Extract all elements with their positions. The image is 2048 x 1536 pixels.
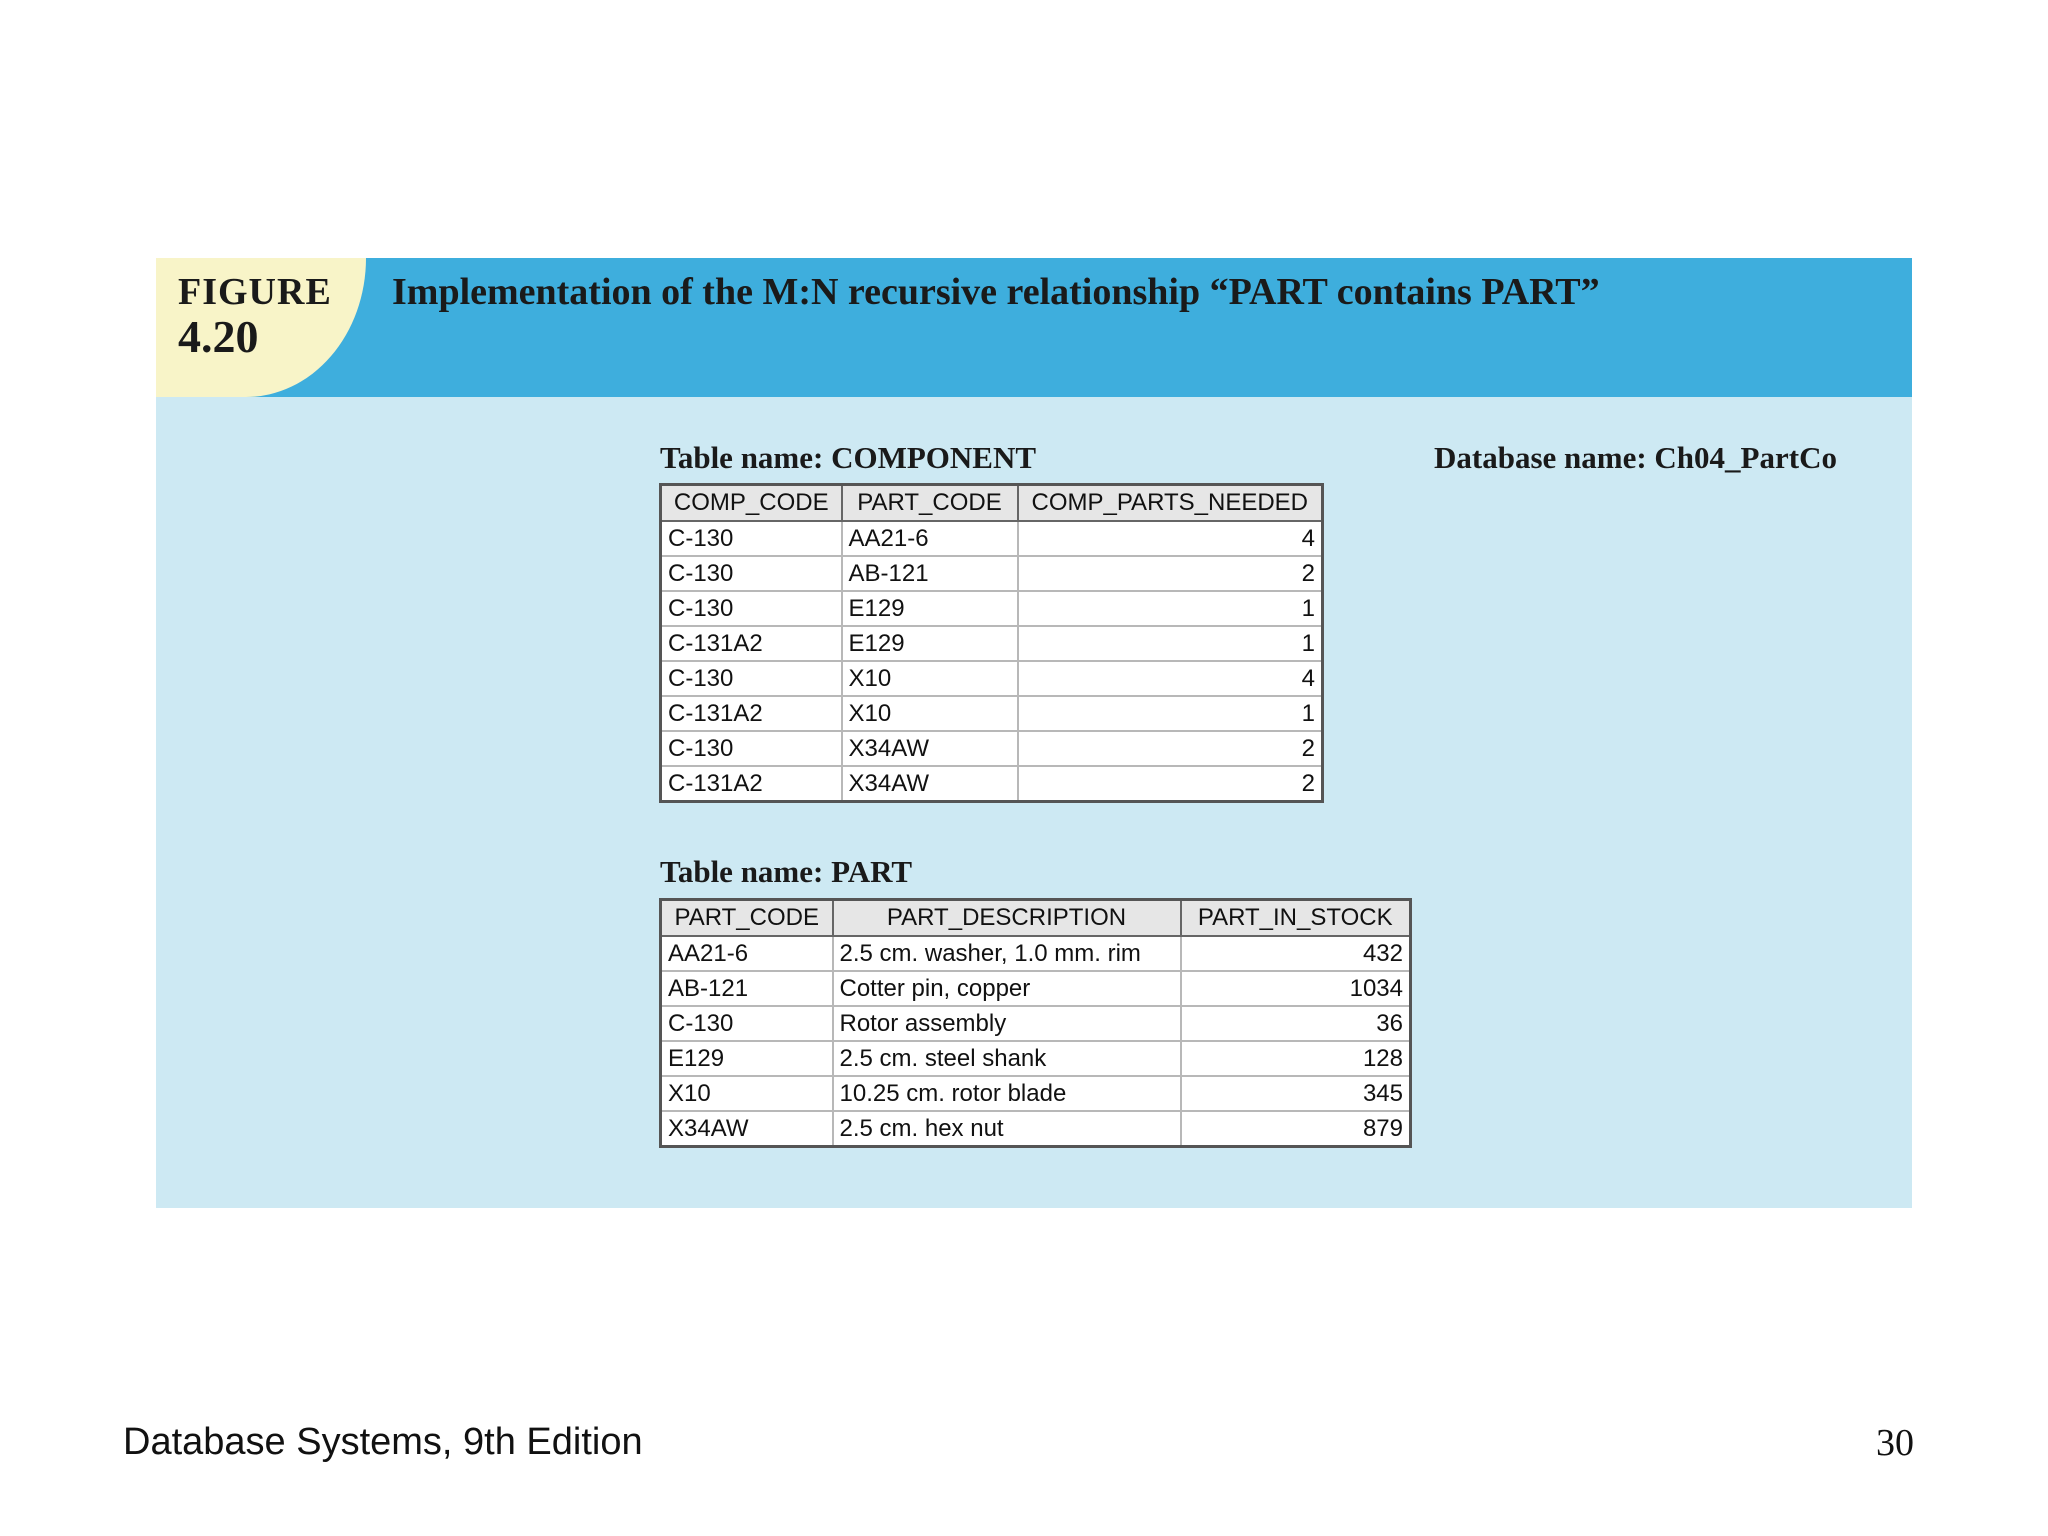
comp-code-cell: C-130 <box>661 556 842 591</box>
parts-needed-cell: 1 <box>1018 591 1323 626</box>
part-code-cell: X10 <box>661 1076 833 1111</box>
part-in-stock-cell: 345 <box>1181 1076 1411 1111</box>
part-in-stock-cell: 432 <box>1181 936 1411 971</box>
parts-needed-cell: 2 <box>1018 766 1323 802</box>
part-description-cell: 2.5 cm. hex nut <box>833 1111 1181 1147</box>
table-row <box>661 971 1411 1006</box>
footer-book-title: Database Systems, 9th Edition <box>123 1421 643 1463</box>
component-header-row <box>661 485 1323 522</box>
column-header: PART_IN_STOCK <box>1181 900 1411 937</box>
table-row <box>661 626 1323 661</box>
comp-code-cell: C-130 <box>661 661 842 696</box>
page-number: 30 <box>1876 1422 1914 1464</box>
parts-needed-cell: 4 <box>1018 661 1323 696</box>
figure-panel <box>156 258 1912 1208</box>
comp-code-cell: C-131A2 <box>661 696 842 731</box>
parts-needed-cell: 1 <box>1018 696 1323 731</box>
parts-needed-cell: 2 <box>1018 731 1323 766</box>
part-description-cell: Cotter pin, copper <box>833 971 1181 1006</box>
table-row <box>661 591 1323 626</box>
part-description-cell: 2.5 cm. steel shank <box>833 1041 1181 1076</box>
part-description-cell: Rotor assembly <box>833 1006 1181 1041</box>
figure-badge <box>156 258 366 397</box>
table-row <box>661 731 1323 766</box>
column-header: PART_CODE <box>661 900 833 937</box>
comp-code-cell: C-130 <box>661 731 842 766</box>
table-row <box>661 556 1323 591</box>
comp-code-cell: C-131A2 <box>661 626 842 661</box>
part-code-cell: E129 <box>842 626 1018 661</box>
part-in-stock-cell: 128 <box>1181 1041 1411 1076</box>
parts-needed-cell: 1 <box>1018 626 1323 661</box>
part-code-cell: C-130 <box>661 1006 833 1041</box>
parts-needed-cell: 4 <box>1018 521 1323 556</box>
table-row <box>661 696 1323 731</box>
part-description-cell: 10.25 cm. rotor blade <box>833 1076 1181 1111</box>
part-code-cell: X10 <box>842 661 1018 696</box>
table-row <box>661 661 1323 696</box>
part-code-cell: E129 <box>842 591 1018 626</box>
column-header: PART_DESCRIPTION <box>833 900 1181 937</box>
comp-code-cell: C-130 <box>661 591 842 626</box>
table-row <box>661 766 1323 802</box>
part-code-cell: AB-121 <box>661 971 833 1006</box>
part-code-cell: X34AW <box>661 1111 833 1147</box>
part-code-cell: AB-121 <box>842 556 1018 591</box>
figure-header <box>156 258 1912 397</box>
part-code-cell: X34AW <box>842 731 1018 766</box>
part-code-cell: AA21-6 <box>661 936 833 971</box>
table-row <box>661 1006 1411 1041</box>
column-header: COMP_CODE <box>661 485 842 522</box>
figure-label: FIGURE <box>178 271 332 313</box>
database-name: Database name: Ch04_PartCo <box>1434 440 1837 475</box>
figure-number: 4.20 <box>178 311 259 362</box>
comp-code-cell: C-130 <box>661 521 842 556</box>
part-in-stock-cell: 1034 <box>1181 971 1411 1006</box>
parts-needed-cell: 2 <box>1018 556 1323 591</box>
table-row <box>661 1041 1411 1076</box>
table-row <box>661 521 1323 556</box>
part-description-cell: 2.5 cm. washer, 1.0 mm. rim <box>833 936 1181 971</box>
part-code-cell: E129 <box>661 1041 833 1076</box>
part-in-stock-cell: 36 <box>1181 1006 1411 1041</box>
part-code-cell: X34AW <box>842 766 1018 802</box>
component-table <box>659 483 1324 803</box>
column-header: COMP_PARTS_NEEDED <box>1018 485 1323 522</box>
part-code-cell: X10 <box>842 696 1018 731</box>
part-table-name: Table name: PART <box>660 854 913 889</box>
table-row <box>661 936 1411 971</box>
table-row <box>661 1111 1411 1147</box>
part-header-row <box>661 900 1411 937</box>
part-in-stock-cell: 879 <box>1181 1111 1411 1147</box>
part-code-cell: AA21-6 <box>842 521 1018 556</box>
part-table <box>659 898 1412 1148</box>
component-table-name: Table name: COMPONENT <box>660 440 1037 475</box>
comp-code-cell: C-131A2 <box>661 766 842 802</box>
table-row <box>661 1076 1411 1111</box>
figure-title: Implementation of the M:N recursive relationship “PART contains PART” <box>392 271 1600 313</box>
column-header: PART_CODE <box>842 485 1018 522</box>
